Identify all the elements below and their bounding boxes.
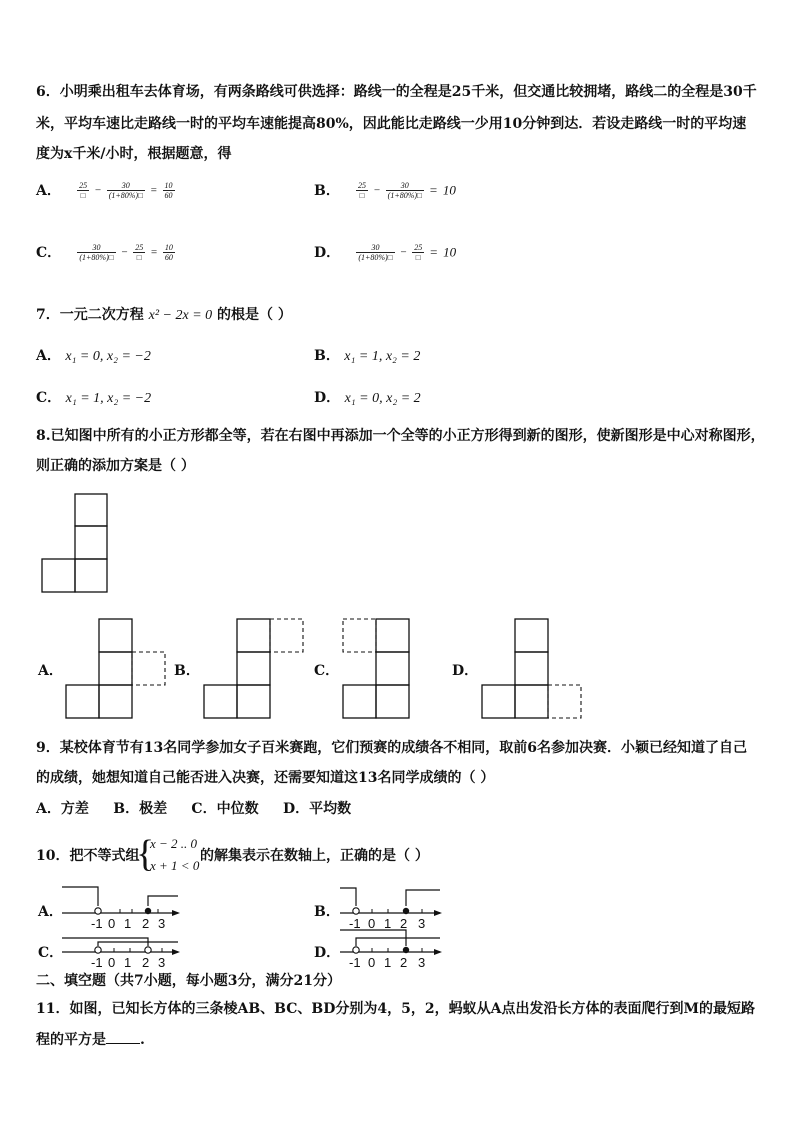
tick-label: 0	[368, 955, 376, 970]
q6-option-b[interactable]	[314, 180, 456, 200]
q8-option-c-figure[interactable]	[341, 617, 413, 721]
q10-inequality-1: x − 2 .. 0	[150, 836, 198, 851]
tick-label: 2	[142, 955, 150, 970]
fraction: $\frac{10}{60}$	[164, 181, 173, 200]
q10-stem-prefix: 10．把不等式组	[36, 848, 140, 864]
q11-line-2-prefix: 程的平方是	[36, 1032, 106, 1048]
q10-option-c-label[interactable]: C．	[38, 945, 64, 961]
q8-option-d-label[interactable]: D．	[452, 663, 479, 679]
tick-label: -1	[91, 916, 103, 930]
q6-option-a[interactable]	[36, 180, 175, 200]
brace-icon: {	[136, 833, 155, 875]
tick-label: 0	[108, 955, 116, 970]
q8-line-2: 则正确的添加方案是（ ）	[36, 458, 195, 474]
q9-line-2: 的成绩，她想知道自己能否进入决赛，还需要知道这13名同学成绩的（ ）	[36, 770, 495, 786]
option-label: C．	[36, 245, 62, 261]
fraction: $\frac{10}{60}$	[164, 243, 173, 262]
q10-inequality-2: x + 1 < 0	[150, 858, 200, 873]
q8-option-d-figure[interactable]	[480, 617, 586, 721]
option-text: x₁ = 0, x₂ = 2	[344, 391, 421, 406]
q10-option-b-label[interactable]: B．	[314, 904, 340, 920]
q6-option-d[interactable]	[314, 242, 456, 262]
tick-label: 2	[142, 916, 150, 930]
q6-line-3: 度为x千米/小时，根据题意，得	[36, 146, 232, 162]
q9-line-1: 9．某校体育节有13名同学参加女子百米赛跑，它们预赛的成绩各不相同，取前6名参加决赛．小颖已经知道了自己	[36, 740, 747, 756]
q7-stem-prefix: 7．一元二次方程	[36, 307, 144, 323]
tick-label: 1	[384, 955, 392, 970]
tick-label: 3	[158, 916, 166, 930]
q8-original-figure	[40, 493, 110, 595]
option-label: D．	[314, 390, 341, 406]
fraction: $\frac{25}{□}$	[358, 181, 367, 200]
option-text: x₁ = 0, x₂ = −2	[65, 349, 151, 364]
option-label: B．	[314, 348, 340, 364]
q7-stem	[36, 307, 292, 324]
tick-label: 3	[418, 916, 426, 930]
tick-label: -1	[349, 916, 361, 930]
fraction: $\frac{30}{(1+80\%)□}$	[387, 181, 422, 200]
q8-option-b-figure[interactable]	[202, 617, 308, 721]
option-text: x₁ = 1, x₂ = −2	[65, 391, 152, 406]
option-label: D．	[314, 245, 341, 261]
minus-sign: −	[373, 184, 381, 197]
q7-option-a[interactable]	[36, 348, 151, 365]
q10-number-line-b[interactable]	[336, 884, 446, 930]
minus-sign: −	[94, 184, 102, 197]
q10-number-line-d[interactable]	[336, 926, 446, 970]
fraction: $\frac{30}{(1+80\%)□}$	[79, 243, 114, 262]
q8-option-c-label[interactable]: C．	[314, 663, 340, 679]
q8-line-1: 8.已知图中所有的小正方形都全等，若在右图中再添加一个全等的小正方形得到新的图形，使新图形是中心对称图形，	[36, 428, 765, 444]
tick-label: -1	[349, 955, 361, 970]
q6-line-2: 米，平均车速比走路线一时的平均车速能提高80%，因此能比走路线一少用10分钟到达．若设走路线一时的平均速	[36, 116, 747, 132]
q10-number-line-a[interactable]	[58, 884, 184, 930]
tick-label: 3	[158, 955, 166, 970]
option-label: A．	[36, 348, 61, 364]
q10-stem-suffix: 的解集表示在数轴上，正确的是（ ）	[200, 848, 429, 864]
q11-line-2	[36, 1031, 145, 1048]
fraction: $\frac{30}{(1+80\%)□}$	[108, 181, 143, 200]
fraction: $\frac{25}{□}$	[135, 243, 144, 262]
q6-line-1: 6．小明乘出租车去体育场，有两条路线可供选择：路线一的全程是25千米，但交通比较拥堵，路线二的全程是30千	[36, 84, 757, 100]
q8-option-a-figure[interactable]	[64, 617, 170, 721]
fraction: $\frac{25}{□}$	[79, 181, 88, 200]
q6-option-c[interactable]	[36, 242, 175, 262]
equals-sign: =	[429, 244, 439, 260]
option-label: B．	[314, 183, 340, 199]
q10-number-line-c[interactable]	[58, 930, 184, 970]
tick-label: 0	[108, 916, 116, 930]
option-label: A．	[36, 183, 61, 199]
fraction: $\frac{30}{(1+80\%)□}$	[358, 243, 393, 262]
q9-options[interactable]: A．方差 B．极差 C．中位数 D．平均数	[36, 801, 352, 817]
q8-option-b-label[interactable]: B．	[174, 663, 200, 679]
minus-sign: −	[120, 246, 129, 259]
tick-label: 0	[368, 916, 376, 930]
minus-sign: −	[399, 246, 408, 259]
tick-label: 1	[124, 955, 132, 970]
q8-option-a-label[interactable]: A．	[38, 663, 63, 679]
q11-line-1: 11．如图，已知长方体的三条棱AB、BC、BD分别为4，5，2，蚂蚁从A点出发沿长方体的表面爬行到M的最短路	[36, 1001, 755, 1017]
tick-label: 2	[400, 955, 408, 970]
q10-option-a-label[interactable]: A．	[38, 904, 63, 920]
q7-stem-suffix: 的根是（ ）	[217, 307, 292, 323]
rhs-value: 10	[443, 244, 457, 260]
tick-label: 3	[418, 955, 426, 970]
rhs-value: 10	[442, 182, 456, 198]
q7-option-c[interactable]	[36, 390, 151, 407]
section-heading-fill-in: 二、填空题（共7小题，每小题3分，满分21分）	[36, 973, 341, 989]
tick-label: -1	[91, 955, 103, 970]
q7-option-b[interactable]	[314, 348, 420, 365]
option-text: x₁ = 1, x₂ = 2	[344, 349, 421, 364]
q10-option-d-label[interactable]: D．	[314, 945, 341, 961]
tick-label: 2	[400, 916, 408, 930]
fraction: $\frac{25}{□}$	[414, 243, 423, 262]
q7-equation: x² − 2x = 0	[148, 308, 213, 323]
option-label: C．	[36, 390, 62, 406]
tick-label: 1	[384, 916, 392, 930]
equals-sign: =	[150, 246, 158, 259]
q7-option-d[interactable]	[314, 390, 421, 407]
answer-blank[interactable]	[106, 1031, 140, 1044]
q11-line-2-suffix: .	[140, 1032, 145, 1048]
equals-sign: =	[150, 184, 158, 197]
equals-sign: =	[428, 182, 438, 198]
tick-label: 1	[124, 916, 132, 930]
